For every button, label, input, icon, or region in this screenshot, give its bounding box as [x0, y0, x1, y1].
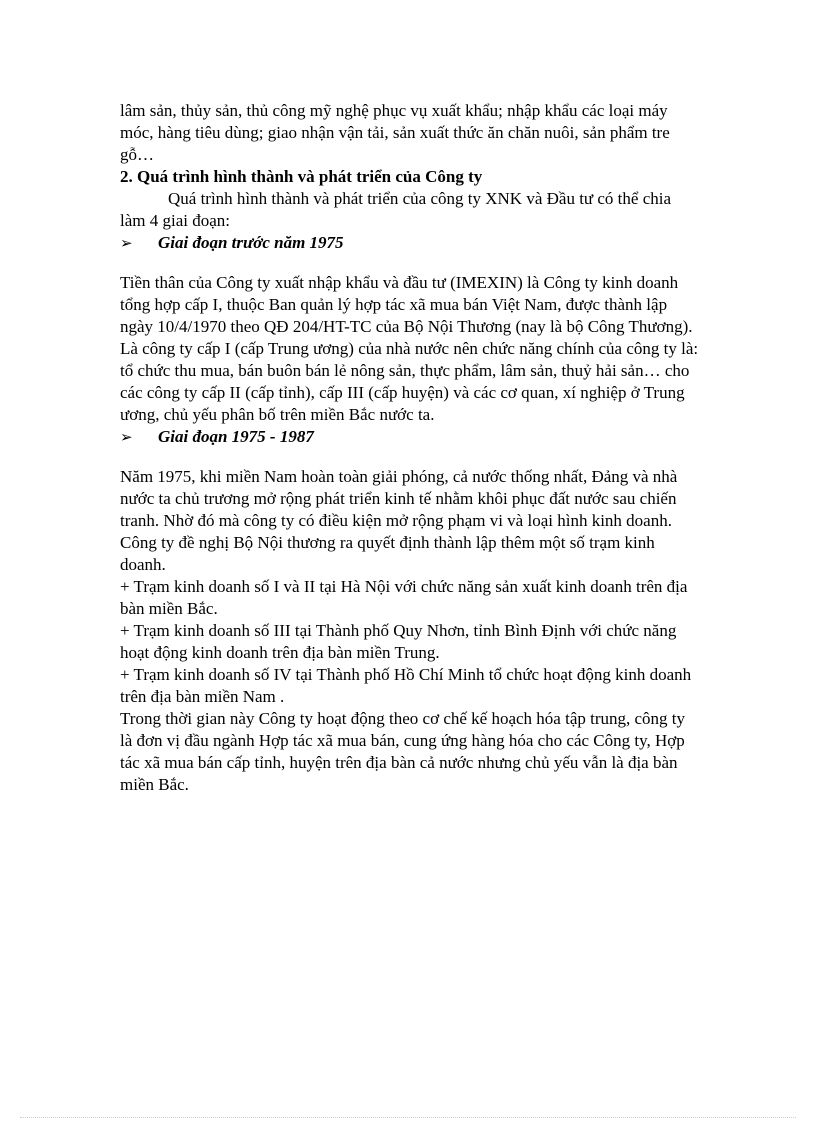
arrow-bullet-icon: ➢ — [120, 428, 133, 446]
phase-title: Giai đoạn 1975 - 1987 — [158, 427, 314, 446]
station-item: + Trạm kinh doanh số III tại Thành phố Quy Nhơn, tỉnh Bình Định với chức năng hoạt động kinh doanh trên địa bàn miền Trung. — [120, 621, 677, 662]
station-item: + Trạm kinh doanh số I và II tại Hà Nội với chức năng sản xuất kinh doanh trên địa bàn miền Bắc. — [120, 577, 688, 618]
arrow-bullet-icon: ➢ — [120, 234, 133, 252]
section-heading: 2. Quá trình hình thành và phát triển của Công ty — [120, 167, 483, 186]
section-intro-paragraph: Quá trình hình thành và phát triển của công ty XNK và Đầu tư có thể chia làm 4 giai đoạn: — [120, 189, 672, 230]
phase-heading-1975-1987 — [120, 426, 700, 448]
phase-heading-before-1975 — [120, 232, 700, 254]
intro-paragraph: lâm sản, thủy sản, thủ công mỹ nghệ phục vụ xuất khẩu; nhập khẩu các loại máy móc, hàng tiêu dùng; giao nhận vận tải, sản xuất thức ăn chăn nuôi, sản phẩm tre gỗ… — [120, 101, 670, 164]
station-item: + Trạm kinh doanh số IV tại Thành phố Hồ Chí Minh tổ chức hoạt động kinh doanh trên địa bàn miền Nam . — [120, 665, 692, 706]
phase-title: Giai đoạn trước năm 1975 — [158, 233, 344, 252]
document-page — [120, 100, 700, 796]
closing-paragraph: Trong thời gian này Công ty hoạt động theo cơ chế kế hoạch hóa tập trung, công ty là đơn vị đầu ngành Hợp tác xã mua bán, cung ứng hàng hóa cho các Công ty, Hợp tác xã mua bán cấp tỉnh, huyện trên địa bàn cả nước nhưng chủ yếu vẫn là địa bàn miền Bắc. — [120, 709, 686, 794]
phase1-paragraph: Tiền thân của Công ty xuất nhập khẩu và đầu tư (IMEXIN) là Công ty kinh doanh tổng hợp cấp I, thuộc Ban quản lý hợp tác xã mua bán Việt Nam, được thành lập ngày 10/4/1970 theo QĐ 204/HT-TC của Bộ Nội Thương (nay là bộ Công Thương). Là công ty cấp I (cấp Trung ương) của nhà nước nên chức năng chính của công ty là: tổ chức thu mua, bán buôn bán lẻ nông sản, thực phẩm, lâm sản, thuỷ hải sản… cho các công ty cấp II (cấp tỉnh), cấp III (cấp huyện) và các cơ quan, xí nghiệp ở Trung ương, chủ yếu phân bố trên miền Bắc nước ta. — [120, 273, 699, 424]
page-bottom-divider — [20, 1117, 796, 1118]
phase2-paragraph: Năm 1975, khi miền Nam hoàn toàn giải phóng, cả nước thống nhất, Đảng và nhà nước ta chủ trương mở rộng phát triển kinh tế nhằm khôi phục đất nước sau chiến tranh. Nhờ đó mà công ty có điều kiện mở rộng phạm vi và loại hình kinh doanh. Công ty đề nghị Bộ Nội thương ra quyết định thành lập thêm một số trạm kinh doanh. — [120, 467, 678, 574]
